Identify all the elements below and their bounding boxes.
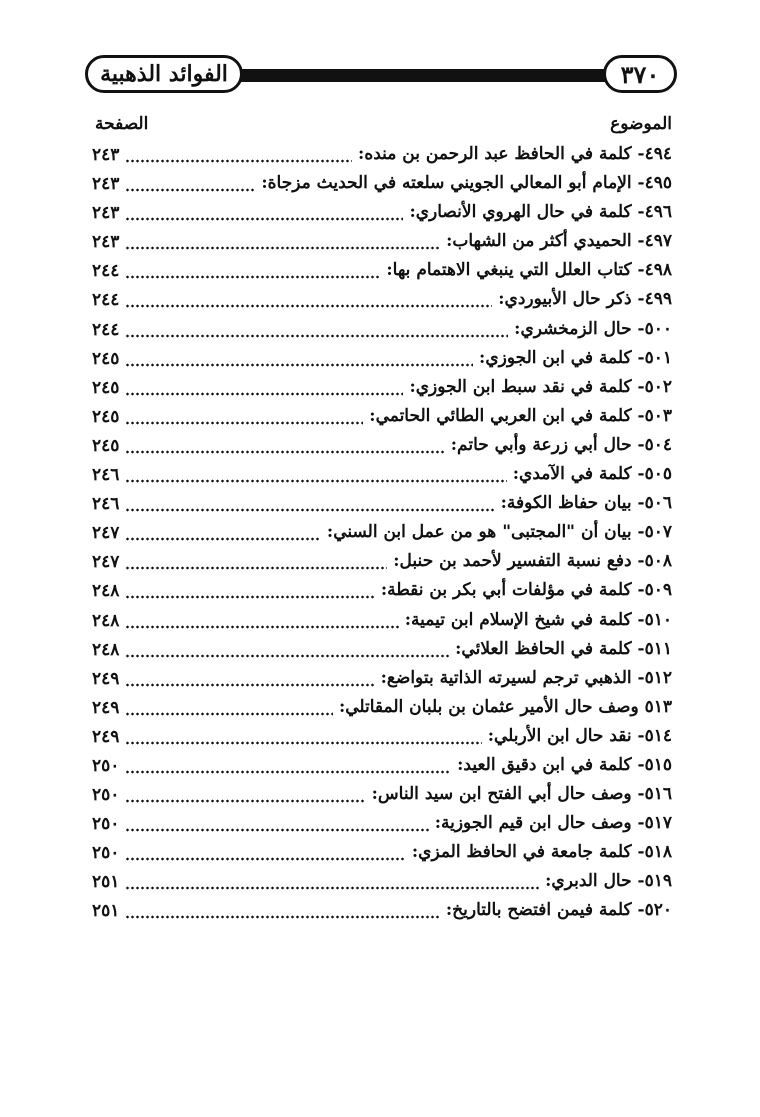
toc-entry-page: ٢٤٩	[92, 668, 120, 689]
toc-entry-title: ٥١٠- كلمة في شيخ الإسلام ابن تيمية:	[404, 609, 672, 630]
toc-entry-title: ٤٩٨- كتاب العلل التي ينبغي الاهتمام بها:	[386, 260, 672, 281]
toc-entry	[92, 375, 672, 404]
dot-leader	[125, 886, 539, 890]
toc-entry-title: ٤٩٦- كلمة في حال الهروي الأنصاري:	[409, 202, 672, 223]
toc-entry-page: ٢٤٣	[92, 203, 120, 224]
toc-entry	[92, 608, 672, 637]
toc-entry-page: ٢٤٨	[92, 581, 120, 602]
toc-entry-page: ٢٥١	[92, 901, 120, 922]
toc-entry-title: ٤٩٤- كلمة في الحافظ عبد الرحمن بن منده:	[358, 144, 672, 164]
dot-leader	[125, 566, 387, 570]
toc-entry	[92, 317, 672, 346]
toc-entry-title: ٥٠٩- كلمة في مؤلفات أبي بكر بن نقطة:	[380, 580, 672, 601]
toc-entry-page: ٢٤٣	[92, 174, 120, 195]
toc-entry-page: ٢٤٤	[92, 290, 120, 311]
toc-entry	[92, 433, 672, 462]
toc-entry-page: ٢٤٥	[92, 435, 120, 456]
toc-entry	[92, 869, 672, 898]
dot-leader	[125, 334, 508, 338]
toc-entry-title: ٥١٥- كلمة في ابن دقيق العيد:	[457, 754, 672, 775]
toc-entry	[92, 229, 672, 258]
toc-entry-page: ٢٤٨	[92, 639, 120, 660]
topic-column-header: الموضوع	[610, 114, 672, 134]
toc-entry-title: ٤٩٩- ذكر حال الأبيوردي:	[498, 289, 672, 310]
toc-entry-title: ٥٠٠- حال الزمخشري:	[514, 318, 672, 339]
dot-leader	[125, 246, 440, 250]
toc-entry	[92, 346, 672, 375]
toc-entry-page: ٢٤٩	[92, 697, 120, 718]
toc-entry	[92, 782, 672, 811]
toc-entry-title: ٥٠٢- كلمة في نقد سبط ابن الجوزي:	[409, 376, 672, 397]
toc-entry-title: ٥٠٨- دفع نسبة التفسير لأحمد بن حنبل:	[393, 551, 672, 572]
toc-entry-page: ٢٤٩	[92, 726, 120, 747]
toc-entry-page: ٢٤٨	[92, 610, 120, 631]
toc-entry	[92, 753, 672, 782]
toc-entry-title: ٥٠٤- حال أبي زرعة وأبي حاتم:	[450, 434, 672, 455]
toc-entry	[92, 695, 672, 724]
dot-leader	[125, 363, 473, 367]
toc-entry	[92, 724, 672, 753]
toc-entry-page: ٢٤٣	[92, 145, 120, 165]
dot-leader	[125, 915, 440, 919]
dot-leader	[125, 159, 352, 163]
book-title: الفوائد الذهبية	[100, 61, 228, 87]
toc-entry	[92, 898, 672, 927]
dot-leader	[125, 654, 449, 658]
dot-leader	[125, 421, 363, 425]
toc-entry	[92, 549, 672, 578]
toc-entry	[92, 462, 672, 491]
dot-leader	[125, 712, 333, 716]
toc-entry-page: ٢٤٣	[92, 232, 120, 253]
toc-entry-page: ٢٤٦	[92, 494, 120, 515]
dot-leader	[125, 217, 403, 221]
toc-entry-page: ٢٤٦	[92, 465, 120, 486]
dot-leader	[125, 450, 445, 454]
toc-entry	[92, 637, 672, 666]
toc-entry-title: ٥١٦- وصف حال أبي الفتح ابن سيد الناس:	[371, 784, 672, 805]
toc-entry	[92, 840, 672, 869]
toc-entry-title: ٥١١- كلمة في الحافظ العلائي:	[455, 638, 672, 659]
toc-entry	[92, 491, 672, 520]
toc-entry-title: ٤٩٧- الحميدي أكثر من الشهاب:	[446, 231, 672, 252]
toc-entry-page: ٢٤٤	[92, 261, 120, 282]
toc-entry	[92, 811, 672, 840]
page-number-badge	[603, 55, 677, 93]
toc-entry	[92, 200, 672, 229]
dot-leader	[125, 188, 255, 192]
toc-entry-title: ٥١٨- كلمة جامعة في الحافظ المزي:	[411, 842, 672, 863]
toc-entry-page: ٢٥٠	[92, 843, 120, 864]
dot-leader	[125, 625, 399, 629]
toc-entry-title: ٥٠٦- بيان حفاظ الكوفة:	[500, 493, 672, 514]
toc-entry	[92, 287, 672, 316]
dot-leader	[125, 799, 366, 803]
page-column-header: الصفحة	[95, 114, 149, 134]
toc-entry-page: ٢٤٥	[92, 377, 120, 398]
toc-entry	[92, 404, 672, 433]
toc-entry-title: ٥١٧- وصف حال ابن قيم الجوزية:	[434, 813, 672, 834]
toc-entry-page: ٢٤٥	[92, 406, 120, 427]
toc-entry-page: ٢٤٧	[92, 523, 120, 544]
toc-entry	[92, 578, 672, 607]
toc-entry-title: ٥٢٠- كلمة فيمن افتضح بالتاريخ:	[445, 900, 672, 921]
table-of-contents	[92, 142, 672, 928]
toc-entry	[92, 666, 672, 695]
dot-leader	[125, 770, 451, 774]
dot-leader	[125, 741, 482, 745]
dot-leader	[125, 304, 492, 308]
toc-entry-title: ٥١٩- حال الدبري:	[545, 871, 672, 892]
toc-entry-title: ٥٠١- كلمة في ابن الجوزي:	[479, 347, 672, 368]
toc-entry-title: ٥٠٥- كلمة في الآمدي:	[512, 464, 672, 485]
toc-entry-page: ٢٥٠	[92, 755, 120, 776]
toc-entry	[92, 520, 672, 549]
dot-leader	[125, 857, 406, 861]
dot-leader	[125, 537, 321, 541]
toc-entry-page: ٢٤٥	[92, 348, 120, 369]
toc-entry-page: ٢٥٠	[92, 785, 120, 806]
toc-entry-title: ٤٩٥- الإمام أبو المعالي الجويني سلعته في الحديث مزجاة:	[261, 173, 672, 194]
toc-entry-page: ٢٤٤	[92, 319, 120, 340]
toc-entry-title: ٥٠٣- كلمة في ابن العربي الطائي الحاتمي:	[369, 405, 672, 426]
toc-entry-page: ٢٤٧	[92, 552, 120, 573]
toc-entry	[92, 142, 672, 171]
toc-entry-page: ٢٥٠	[92, 814, 120, 835]
running-header	[85, 55, 677, 99]
toc-entry-title: ٥١٢- الذهبي ترجم لسيرته الذاتية بتواضع:	[380, 667, 672, 688]
toc-entry	[92, 258, 672, 287]
toc-entry	[92, 171, 672, 200]
page-number: ٣٧٠	[620, 59, 660, 89]
book-title-badge	[85, 55, 243, 93]
dot-leader	[125, 479, 507, 483]
dot-leader	[125, 392, 403, 396]
dot-leader	[125, 828, 429, 832]
toc-entry-page: ٢٥١	[92, 872, 120, 893]
dot-leader	[125, 595, 375, 599]
toc-entry-title: ٥١٤- نقد حال ابن الأربلي:	[487, 725, 672, 746]
dot-leader	[125, 508, 495, 512]
toc-entry-title: ٥٠٧- بيان أن "المجتبى" هو من عمل ابن السني:	[326, 522, 672, 543]
dot-leader	[125, 275, 380, 279]
toc-entry-title: ٥١٣ وصف حال الأمير عثمان بن بلبان المقاتلي:	[338, 696, 672, 717]
dot-leader	[125, 683, 375, 687]
